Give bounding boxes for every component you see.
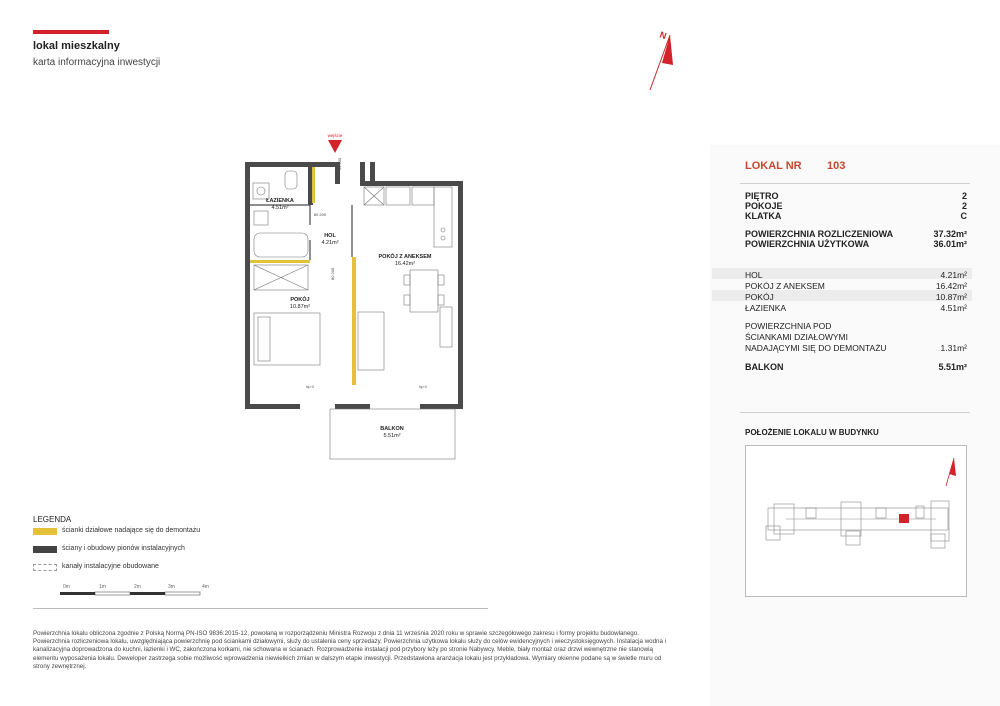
room-name: POKÓJ bbox=[290, 297, 310, 303]
room-area: 10.87m² bbox=[289, 304, 311, 310]
door-label: 90 200 bbox=[337, 157, 342, 170]
partition-label: NADAJĄCYMI SIĘ DO DEMONTAŻU bbox=[745, 343, 887, 353]
window-label: hp 0 bbox=[306, 384, 314, 389]
lokal-label: LOKAL NR bbox=[745, 160, 802, 172]
legend-label: ściany i obudowy pionów instalacyjnych bbox=[62, 545, 185, 552]
north-arrow-icon bbox=[640, 25, 680, 95]
north-label: N bbox=[658, 29, 668, 42]
scale-tick: 0m bbox=[63, 584, 70, 590]
summary-row-value: 2 bbox=[961, 191, 967, 201]
partition-value: 1.31m² bbox=[940, 343, 967, 353]
room-name: HOL bbox=[324, 233, 336, 239]
entrance-arrow-icon bbox=[328, 140, 342, 153]
summary-row-value: 2 bbox=[961, 201, 967, 211]
scale-tick: 3m bbox=[168, 584, 175, 590]
window-label: hp 0 bbox=[419, 384, 427, 389]
legend-swatch-ducts bbox=[33, 564, 57, 571]
room-value: 4.21m² bbox=[940, 270, 967, 280]
room-name: POKÓJ Z ANEKSEM bbox=[378, 254, 432, 260]
balkon-value: 5.51m² bbox=[938, 362, 967, 372]
legend-label: kanały instalacyjne obudowane bbox=[62, 563, 159, 570]
scale-tick: 2m bbox=[134, 584, 141, 590]
room-label: POKÓJ Z ANEKSEM bbox=[745, 281, 825, 291]
summary-row-value: C bbox=[960, 211, 967, 221]
room-label: ŁAZIENKA bbox=[745, 303, 787, 313]
summary-row-label: KLATKA bbox=[745, 211, 782, 221]
floor-plan bbox=[240, 125, 470, 465]
area-value: 37.32m² bbox=[933, 229, 967, 239]
room-area: 4.51m² bbox=[271, 205, 289, 211]
divider bbox=[740, 183, 970, 184]
building-location-map bbox=[745, 445, 967, 597]
room-value: 4.51m² bbox=[940, 303, 967, 313]
legend-swatch-partition bbox=[33, 528, 57, 535]
room-label: POKÓJ bbox=[745, 292, 774, 302]
area-label: POWIERZCHNIA ROZLICZENIOWA bbox=[745, 229, 894, 239]
balkon-label: BALKON bbox=[745, 362, 784, 372]
divider bbox=[740, 412, 970, 413]
room-value: 16.42m² bbox=[935, 281, 967, 291]
legend-title: LEGENDA bbox=[33, 515, 72, 524]
area-value: 36.01m² bbox=[933, 239, 967, 249]
divider bbox=[33, 608, 488, 609]
scale-bar bbox=[60, 591, 220, 597]
lokal-number: 103 bbox=[827, 160, 846, 172]
area-label: POWIERZCHNIA UŻYTKOWA bbox=[745, 239, 870, 249]
entrance-label: wejście bbox=[327, 133, 343, 138]
summary-row-label: POKOJE bbox=[745, 201, 783, 211]
summary-row-label: PIĘTRO bbox=[745, 191, 779, 201]
room-area: 5.51m² bbox=[383, 433, 401, 439]
door-label: 80 200 bbox=[330, 267, 335, 280]
room-area: 16.42m² bbox=[394, 261, 416, 267]
room-area: 4.21m² bbox=[321, 240, 339, 246]
disclaimer-text: Powierzchnia lokalu obliczona zgodnie z Polską Normą PN-ISO 9836:2015-12, powołaną w rozporządzeniu Ministra Rozwoju z dnia 11 września 2020 roku w sprawie szczegółowego zakresu i formy projektu budowlanego. Powierzchnia rozliczeniowa lokalu, uwzględniająca powierzchnię pod ściankami działowymi, służy do ustalenia ceny sprzedaży. Powierzchnia użytkowa lokalu służy do celów ewidencyjnych i wieczystoksięgowych. Instalacja wodna i kanalizacyjna doprowadzona do kuchni, łazienki i WC, zakończona korkami, nie schowana w ścianach. Rozprowadzenie instalacji pod przybory leży po stronie Nabywcy. Meble, biały montaż oraz drzwi wewnętrzne nie stanowią elementu wyposażenia lokalu. Deweloper zastrzega sobie możliwość wprowadzenia niewielkich zmian w dalszym etapie inwestycji. Przedstawiona aranżacja lokalu jest przykładowa. Wymiary okienne podane są w świetle muru od strony zewnętrznej. bbox=[33, 630, 667, 670]
header-accent-bar bbox=[33, 30, 109, 34]
legend-label: ścianki działowe nadające się do demontażu bbox=[62, 527, 201, 534]
partition-label: ŚCIANKAMI DZIAŁOWYMI bbox=[745, 332, 848, 342]
building-outline bbox=[746, 446, 966, 596]
room-value: 10.87m² bbox=[935, 292, 967, 302]
partition-label: POWIERZCHNIA POD bbox=[745, 321, 832, 331]
room-label: HOL bbox=[745, 270, 763, 280]
room-name: ŁAZIENKA bbox=[266, 198, 294, 204]
scale-tick: 1m bbox=[99, 584, 106, 590]
page-subtitle: karta informacyjna inwestycji bbox=[33, 57, 161, 68]
location-title: POŁOŻENIE LOKALU W BUDYNKU bbox=[745, 428, 879, 437]
room-name: BALKON bbox=[380, 426, 404, 432]
door-label: 80 200 bbox=[313, 212, 327, 217]
page-title: lokal mieszkalny bbox=[33, 40, 120, 52]
scale-tick: 4m bbox=[202, 584, 209, 590]
legend-swatch-walls bbox=[33, 546, 57, 553]
apartment-marker bbox=[899, 514, 909, 523]
